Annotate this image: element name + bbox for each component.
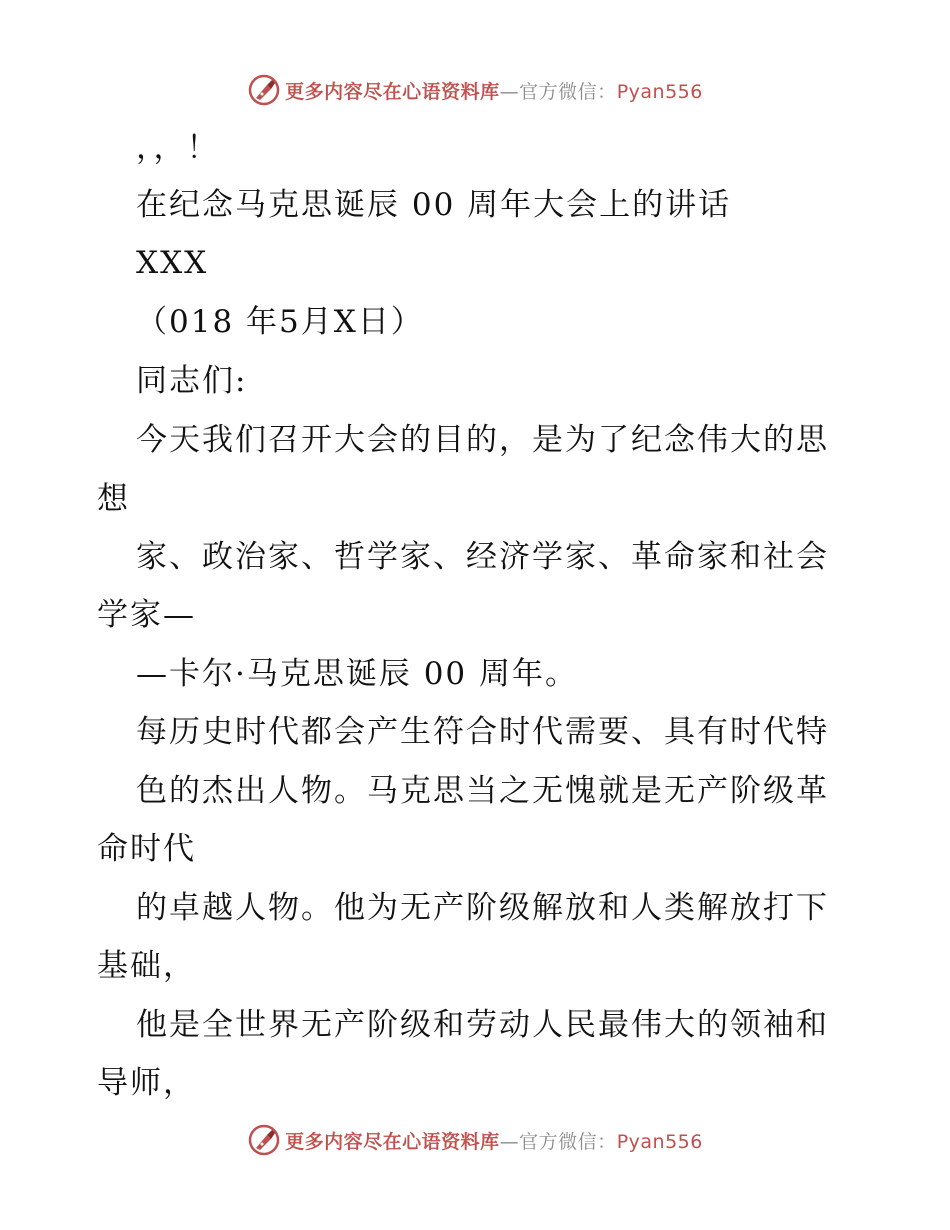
banner-wechat-label: —官方微信： xyxy=(499,80,617,103)
text-line: 今天我们召开大会的目的，是为了纪念伟大的思 xyxy=(136,422,829,458)
speaker-name: XXX xyxy=(136,245,209,281)
text-line: 想 xyxy=(97,481,130,517)
footer-watermark-banner xyxy=(0,1120,950,1160)
header-watermark-banner xyxy=(0,70,950,110)
speech-date: （018 年5月X日） xyxy=(136,304,424,340)
speech-title: 在纪念马克思诞辰 00 周年大会上的讲话 xyxy=(136,187,732,223)
banner-site-name: 更多内容尽在心语资料库 xyxy=(285,80,500,103)
text-line: 学家— xyxy=(97,597,196,633)
text-line: 家、政治家、哲学家、经济学家、革命家和社会 xyxy=(136,539,829,575)
text-line: 他是全世界无产阶级和劳动人民最伟大的领袖和 xyxy=(136,1007,829,1043)
salutation: 同志们: xyxy=(136,363,248,399)
text-line: 命时代 xyxy=(97,831,196,867)
text-line: 导师， xyxy=(97,1065,196,1101)
text-line: 的卓越人物。他为无产阶级解放和人类解放打下 xyxy=(136,890,829,926)
text-line: 色的杰出人物。马克思当之无愧就是无产阶级革 xyxy=(136,773,829,809)
banner-wechat-id: Pyan556 xyxy=(616,80,703,103)
text-line: ，，！ xyxy=(136,130,220,166)
pen-nib-icon xyxy=(247,73,281,107)
text-line: —卡尔·马克思诞辰 00 周年。 xyxy=(136,656,579,692)
banner-wechat-id: Pyan556 xyxy=(616,1130,703,1153)
text-line: 基础， xyxy=(97,948,196,984)
pen-nib-icon xyxy=(247,1123,281,1157)
banner-wechat-label: —官方微信： xyxy=(499,1130,617,1153)
text-line: 每历史时代都会产生符合时代需要、具有时代特 xyxy=(136,714,829,750)
banner-site-name: 更多内容尽在心语资料库 xyxy=(285,1130,500,1153)
